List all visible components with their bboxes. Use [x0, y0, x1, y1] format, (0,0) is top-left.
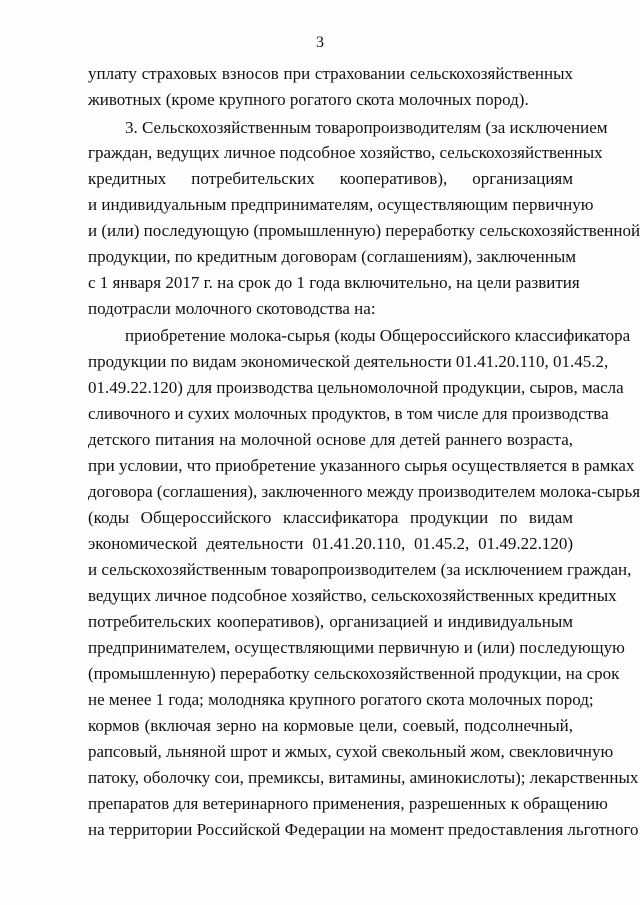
text-line: граждан, ведущих личное подсобное хозяйство, сельскохозяйственных: [88, 143, 603, 162]
text-line: рапсовый, льняной шрот и жмых, сухой свекольный жом, свекловичную: [88, 742, 614, 761]
text-line: ведущих личное подсобное хозяйство, сельскохозяйственных кредитных: [88, 586, 617, 605]
text-line: сливочного и сухих молочных продуктов, в том числе для производства: [88, 404, 609, 423]
text-line: животных (кроме крупного рогатого скота молочных пород).: [88, 90, 529, 109]
text-line: с 1 января 2017 г. на срок до 1 года включительно, на цели развития: [88, 273, 580, 292]
text-line: на территории Российской Федерации на момент предоставления льготного: [88, 820, 639, 839]
text-line: приобретение молока-сырья (коды Общероссийского классификатора: [125, 326, 631, 345]
text-line: при условии, что приобретение указанного сырья осуществляется в рамках: [88, 456, 635, 475]
text-line: препаратов для ветеринарного применения, разрешенных к обращению: [88, 794, 608, 813]
text-line: (коды Общероссийского классификатора продукции по видам: [88, 508, 573, 527]
text-line: кормов (включая зерно на кормовые цели, соевый, подсолнечный,: [88, 716, 573, 735]
page-number: 3: [316, 34, 324, 51]
text-line: продукции, по кредитным договорам (соглашениям), заключенным: [88, 247, 577, 266]
text-line: кредитных потребительских кооперативов), организациям: [88, 169, 573, 188]
text-line: и индивидуальным предпринимателям, осуществляющим первичную: [88, 195, 594, 214]
text-line: патоку, оболочку сои, премиксы, витамины, аминокислоты); лекарственных: [88, 768, 639, 787]
text-line: потребительских кооперативов), организацией и индивидуальным: [88, 612, 573, 631]
text-line: 01.49.22.120) для производства цельномолочной продукции, сыров, масла: [88, 378, 624, 397]
text-line: подотрасли молочного скотоводства на:: [88, 299, 376, 318]
text-line: уплату страховых взносов при страховании сельскохозяйственных: [88, 64, 573, 83]
text-line: предпринимателем, осуществляющими первичную и (или) последующую: [88, 638, 625, 657]
text-line: продукции по видам экономической деятельности 01.41.20.110, 01.45.2,: [88, 352, 609, 371]
text-line: и сельскохозяйственным товаропроизводителем (за исключением граждан,: [88, 560, 632, 579]
text-line: и (или) последующую (промышленную) переработку сельскохозяйственной: [88, 221, 640, 240]
text-line: договора (соглашения), заключенного между производителем молока-сырья: [88, 482, 640, 501]
text-line: (промышленную) переработку сельскохозяйственной продукции, на срок: [88, 664, 620, 683]
text-line: не менее 1 года; молодняка крупного рогатого скота молочных пород;: [88, 690, 594, 709]
text-line: детского питания на молочной основе для детей раннего возраста,: [88, 430, 573, 449]
text-line: экономической деятельности 01.41.20.110, 01.45.2, 01.49.22.120): [88, 534, 573, 553]
text-line: 3. Сельскохозяйственным товаропроизводителям (за исключением: [125, 118, 608, 137]
